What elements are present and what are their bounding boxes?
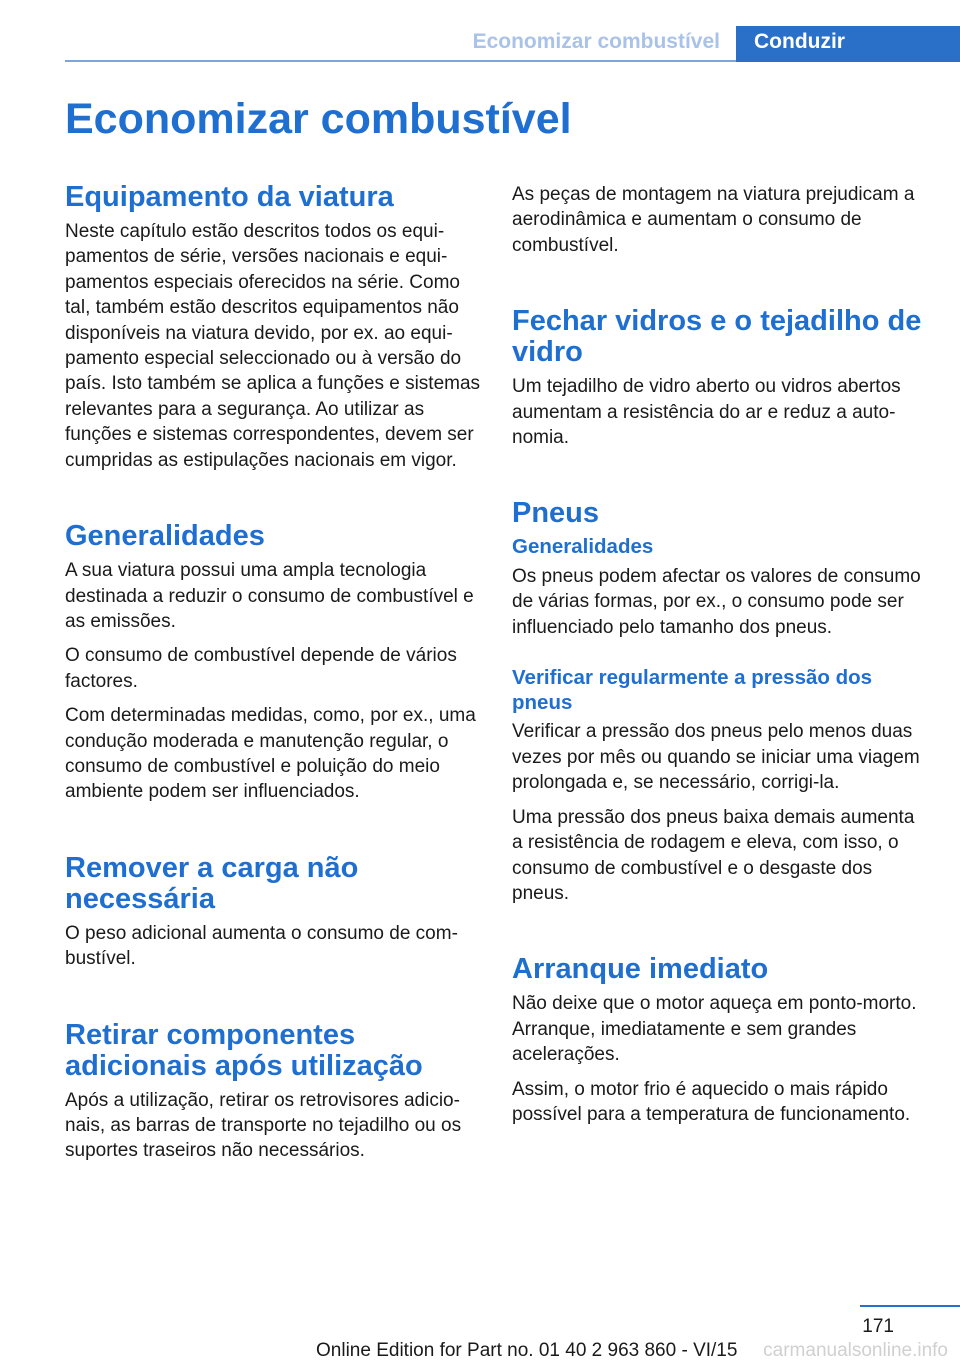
paragraph-retirar-componentes: Após a utilização, retirar os retrovisores adicionais, as barras de transporte no tejadilho ou os suportes traseiros não necessários. bbox=[65, 1089, 462, 1162]
watermark: carmanualsonline.info bbox=[763, 1340, 948, 1361]
header-section-title: Economizar combustível bbox=[472, 30, 720, 53]
heading-fechar-vidros: Fechar vidros e o tejadilho de vidro bbox=[512, 305, 922, 369]
paragraph-generalidades-2: O consumo de combustível depende de vários factores. bbox=[65, 645, 457, 692]
paragraph-generalidades-3: Com determinadas medidas, como, por ex., uma condução moderada e manutenção regular, o consumo de combustível e poluição do meio ambiente podem ser influenciados. bbox=[65, 705, 476, 803]
heading-equipamento: Equipamento da viatura bbox=[65, 181, 394, 213]
heading-pneus: Pneus bbox=[512, 497, 600, 530]
heading-arranque: Arranque imediato bbox=[512, 953, 769, 986]
paragraph-pneus-2: Verificar a pressão dos pneus pelo menos duas vezes por mês ou quando se iniciar uma viagem prolongada e, se necessário, corrigi-la. bbox=[512, 721, 920, 794]
paragraph-pneus-1: Os pneus podem afectar os valores de consumo de várias formas, por ex., o consumo pode ser influenciado pelo tamanho dos pneus. bbox=[512, 566, 921, 638]
heading-retirar-componentes: Retirar componentes adicionais após utilização bbox=[65, 1018, 423, 1082]
paragraph-generalidades-1: A sua viatura possui uma ampla tecnologia destinada a reduzir o consumo de combustível e as emissões. bbox=[65, 560, 474, 632]
paragraph-arranque-1: Não deixe que o motor aqueça em ponto-morto. Arranque, imediatamente e sem grandes acelerações. bbox=[512, 993, 917, 1066]
right-column bbox=[512, 182, 928, 1136]
header-chapter-tab: Conduzir bbox=[736, 26, 960, 62]
paragraph-intro: As peças de montagem na viatura prejudicam a aerodinâmica e aumentam o consumo de combustível. bbox=[512, 184, 915, 256]
subheading-generalidades: Generalidades bbox=[512, 535, 654, 559]
page-number: 171 bbox=[862, 1316, 894, 1337]
paragraph-arranque-2: Assim, o motor frio é aquecido o mais rápido possível para a temperatura de funcionamento. bbox=[512, 1078, 911, 1125]
heading-generalidades: Generalidades bbox=[65, 520, 265, 553]
page-title: Economizar combustível bbox=[65, 95, 572, 143]
heading-remover-carga: Remover a carga não necessária bbox=[65, 851, 359, 915]
footer-rule bbox=[860, 1305, 960, 1307]
edition-footer: Online Edition for Part no. 01 40 2 963 860 - VI/15 bbox=[316, 1340, 738, 1361]
left-column bbox=[65, 182, 481, 1173]
subheading-verificar-pressao: Verificar regularmente a pressão dos pneus bbox=[512, 666, 873, 714]
paragraph-pneus-3: Uma pressão dos pneus baixa demais aumenta a resistência de rodagem e eleva, com isso, o consumo de combustível e o desgaste dos pneus. bbox=[512, 806, 915, 904]
paragraph-equipamento: Neste capítulo estão descritos todos os equipamentos de série, versões nacionais e equipamentos especiais oferecidos na série. Como tal, também estão descritos equipamentos não disponíveis na viatura devido, por ex. ao equipamento especial seleccionado ou à versão do país. Isto também se aplica a funções e sistemas relevantes para a segurança. Ao utilizar as funções e sistemas correspondentes, devem ser cumpridas as estipulações nacionais em vigor. bbox=[65, 221, 481, 471]
paragraph-remover-carga: O peso adicional aumenta o consumo de combustível. bbox=[65, 922, 458, 970]
paragraph-fechar-vidros: Um tejadilho de vidro aberto ou vidros abertos aumentam a resistência do ar e reduz a autonomia. bbox=[512, 376, 901, 449]
